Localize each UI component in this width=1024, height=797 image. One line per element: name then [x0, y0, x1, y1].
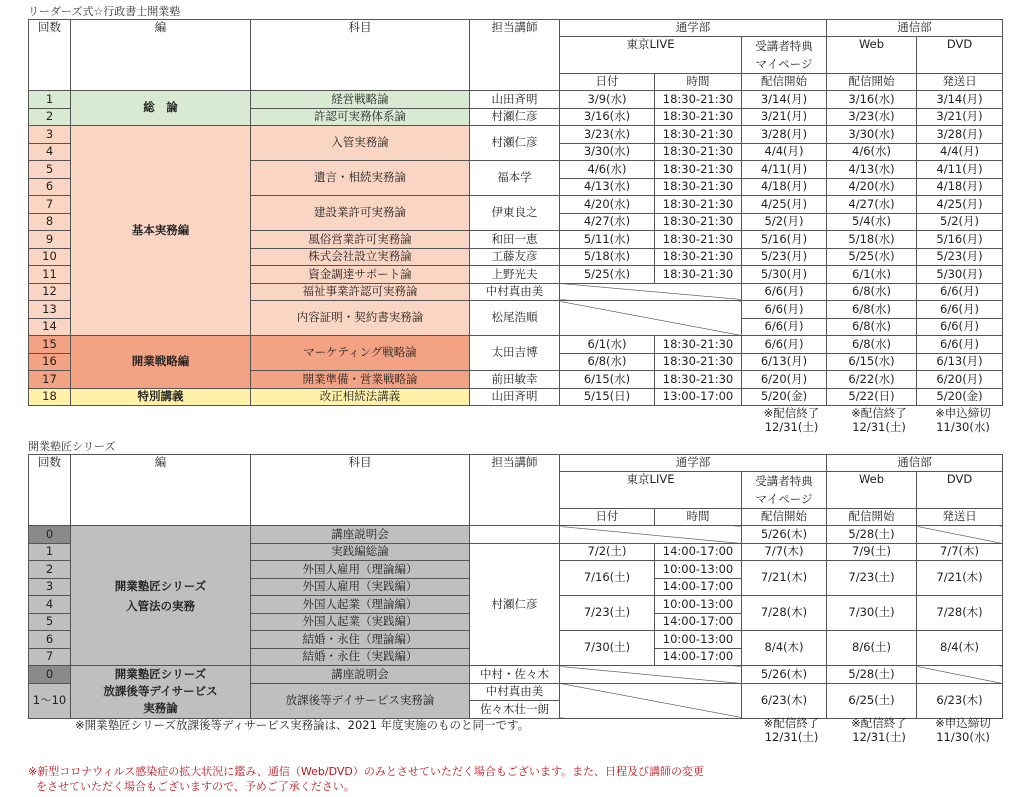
instructor-empty	[470, 526, 560, 544]
dvd-date: 4/25(月)	[917, 196, 1003, 214]
header-haishin: 配信開始	[742, 509, 827, 526]
web-date: 6/25(土)	[827, 683, 917, 718]
instructor: 佐々木壮一朗	[470, 701, 560, 719]
mypage-date: 6/6(月)	[742, 283, 827, 301]
mypage-date: 8/4(木)	[742, 631, 827, 666]
note-date: 12/31(土)	[852, 420, 906, 434]
note-text: ※申込締切	[935, 406, 991, 420]
web-date: 6/8(水)	[827, 283, 917, 301]
group-soron: 総 論	[71, 91, 251, 126]
web-date: 4/27(水)	[827, 196, 917, 214]
subject: 建設業許可実務論	[251, 196, 470, 231]
notice-line: ※新型コロナウィルス感染症の拡大状況に鑑み、通信（Web/DVD）のみとさせていただく場合もございます。また、日程及び講師の変更	[28, 765, 704, 778]
date: 7/23(土)	[560, 596, 655, 631]
row-no: 14	[29, 318, 71, 336]
note-text: ※申込締切	[935, 716, 991, 730]
web-date: 5/28(土)	[827, 526, 917, 544]
row-no: 0	[29, 666, 71, 684]
row-no: 5	[29, 613, 71, 631]
time: 18:30-21:30	[655, 353, 742, 371]
header-tokuten: 受講者特典	[755, 39, 813, 53]
mypage-date: 3/28(月)	[742, 126, 827, 144]
instructor: 中村・佐々木	[470, 666, 560, 684]
dvd-date: 5/2(月)	[917, 213, 1003, 231]
header-tsugaku: 通学部	[560, 455, 827, 472]
header-web: Web	[827, 472, 917, 509]
date: 5/18(水)	[560, 248, 655, 266]
instructor: 太田吉博	[470, 336, 560, 371]
dvd-date: 8/4(木)	[917, 631, 1003, 666]
no-live-cell	[560, 283, 742, 301]
web-date: 7/9(土)	[827, 543, 917, 561]
web-date: 5/22(日)	[827, 388, 917, 406]
mypage-date: 6/6(月)	[742, 336, 827, 354]
row-no: 10	[29, 248, 71, 266]
web-date: 5/25(水)	[827, 248, 917, 266]
row-no: 1～10	[29, 683, 71, 718]
subject: 結婚・永住（実践編）	[251, 648, 470, 666]
group-line: 放課後等デイサービス	[103, 684, 218, 699]
web-end-note	[834, 406, 924, 434]
mypage-date: 7/21(木)	[742, 561, 827, 596]
row-no: 16	[29, 353, 71, 371]
dvd-date: 7/21(木)	[917, 561, 1003, 596]
mypage-end-note	[749, 406, 834, 434]
time: 18:30-21:30	[655, 213, 742, 231]
note-text: ※配信終了	[763, 716, 820, 730]
web-date: 3/16(水)	[827, 91, 917, 109]
header-jikan: 時間	[655, 509, 742, 526]
dvd-date: 4/18(月)	[917, 178, 1003, 196]
time: 10:00-13:00	[655, 561, 742, 579]
web-date: 6/15(水)	[827, 353, 917, 371]
section2-title: 開業塾匠シリーズ	[28, 440, 116, 453]
no-live-cell	[560, 526, 742, 544]
web-date: 6/8(水)	[827, 318, 917, 336]
note-date: 12/31(土)	[852, 730, 906, 744]
web-date: 7/30(土)	[827, 596, 917, 631]
group-kaigyo: 開業戦略編	[71, 336, 251, 389]
instructor: 村瀬仁彦	[470, 543, 560, 666]
row-no: 2	[29, 561, 71, 579]
date: 5/11(水)	[560, 231, 655, 249]
time: 18:30-21:30	[655, 143, 742, 161]
row-no: 2	[29, 108, 71, 126]
instructor: 上野光夫	[470, 266, 560, 284]
subject: 外国人起業（実践編）	[251, 613, 470, 631]
row-no: 6	[29, 631, 71, 649]
header-tsushin: 通信部	[827, 20, 1003, 37]
time: 14:00-17:00	[655, 648, 742, 666]
instructor: 前田敏幸	[470, 371, 560, 389]
header-kai: 回数	[29, 20, 71, 91]
header-hen: 編	[71, 455, 251, 526]
date: 4/6(水)	[560, 161, 655, 179]
web-date: 6/22(水)	[827, 371, 917, 389]
time: 10:00-13:00	[655, 631, 742, 649]
date: 3/16(水)	[560, 108, 655, 126]
instructor: 伊東良之	[470, 196, 560, 231]
web-date: 8/6(土)	[827, 631, 917, 666]
date: 5/15(日)	[560, 388, 655, 406]
mypage-date: 5/26(木)	[742, 666, 827, 684]
web-date: 6/8(水)	[827, 301, 917, 319]
header-tokyo-live: 東京LIVE	[560, 472, 742, 509]
time: 18:30-21:30	[655, 108, 742, 126]
mypage-date: 5/26(木)	[742, 526, 827, 544]
date: 3/23(水)	[560, 126, 655, 144]
row-no: 6	[29, 178, 71, 196]
row-no: 0	[29, 526, 71, 544]
mypage-date: 5/30(月)	[742, 266, 827, 284]
row-no: 8	[29, 213, 71, 231]
date: 4/13(水)	[560, 178, 655, 196]
mypage-date: 5/23(月)	[742, 248, 827, 266]
mypage-date: 3/14(月)	[742, 91, 827, 109]
row-no: 7	[29, 648, 71, 666]
mypage-date: 5/16(月)	[742, 231, 827, 249]
date: 6/8(水)	[560, 353, 655, 371]
time: 18:30-21:30	[655, 266, 742, 284]
instructor: 和田一恵	[470, 231, 560, 249]
web-date: 4/6(水)	[827, 143, 917, 161]
instructor: 松尾浩順	[470, 301, 560, 336]
header-kamoku: 科目	[251, 455, 470, 526]
row-no: 15	[29, 336, 71, 354]
note-date: 12/31(土)	[764, 730, 819, 744]
time: 18:30-21:30	[655, 336, 742, 354]
web-date: 5/4(水)	[827, 213, 917, 231]
date: 4/20(水)	[560, 196, 655, 214]
time: 14:00-17:00	[655, 578, 742, 596]
mypage-date: 3/21(月)	[742, 108, 827, 126]
subject: 外国人起業（理論編）	[251, 596, 470, 614]
date: 6/15(水)	[560, 371, 655, 389]
header-mypage: マイページ	[755, 492, 813, 506]
row-no: 4	[29, 596, 71, 614]
mypage-date: 4/25(月)	[742, 196, 827, 214]
instructor: 山田斉明	[470, 91, 560, 109]
row-no: 13	[29, 301, 71, 319]
web-date: 5/28(土)	[827, 666, 917, 684]
note-date: 11/30(水)	[936, 730, 990, 744]
group-tokubetsu: 特別講義	[71, 388, 251, 406]
subject: 内容証明・契約書実務論	[251, 301, 470, 336]
dvd-date: 6/20(月)	[917, 371, 1003, 389]
subject: 遺言・相続実務論	[251, 161, 470, 196]
schedule-table-2	[28, 454, 1003, 719]
time: 18:30-21:30	[655, 126, 742, 144]
row-no: 11	[29, 266, 71, 284]
subject: 風俗営業許可実務論	[251, 231, 470, 249]
schedule-table-1	[28, 19, 1003, 406]
header-haishin-web: 配信開始	[827, 74, 917, 91]
date: 6/1(水)	[560, 336, 655, 354]
mypage-date: 7/7(木)	[742, 543, 827, 561]
mypage-date: 6/6(月)	[742, 318, 827, 336]
mypage-date: 5/2(月)	[742, 213, 827, 231]
subject: 資金調達サポート論	[251, 266, 470, 284]
time: 10:00-13:00	[655, 596, 742, 614]
subject: 実践編総論	[251, 543, 470, 561]
no-live-cell	[560, 666, 742, 684]
mypage-date: 6/23(木)	[742, 683, 827, 718]
dvd-date: 4/11(月)	[917, 161, 1003, 179]
mypage-date: 7/28(木)	[742, 596, 827, 631]
dvd-date: 5/30(月)	[917, 266, 1003, 284]
web-date: 4/13(水)	[827, 161, 917, 179]
instructor: 村瀬仁彦	[470, 126, 560, 161]
group-line: 入管法の実務	[126, 598, 195, 613]
dvd-date: 3/21(月)	[917, 108, 1003, 126]
time: 18:30-21:30	[655, 91, 742, 109]
dvd-date: 6/23(木)	[917, 683, 1003, 718]
header-haishin: 配信開始	[742, 74, 827, 91]
header-kai: 回数	[29, 455, 71, 526]
dvd-deadline-note	[920, 406, 1006, 434]
group-nyukan	[71, 526, 251, 666]
header-koushi: 担当講師	[470, 455, 560, 526]
instructor: 中村真由美	[470, 283, 560, 301]
header-tsushin: 通信部	[827, 455, 1003, 472]
dvd-deadline-note	[920, 716, 1006, 744]
date: 3/30(水)	[560, 143, 655, 161]
time: 18:30-21:30	[655, 231, 742, 249]
subject: 経営戦略論	[251, 91, 470, 109]
dvd-date: 5/23(月)	[917, 248, 1003, 266]
mypage-date: 4/18(月)	[742, 178, 827, 196]
group-line: 開業塾匠シリーズ	[114, 667, 207, 682]
note-text: ※配信終了	[763, 406, 820, 420]
dvd-date: 6/6(月)	[917, 301, 1003, 319]
web-date: 7/23(土)	[827, 561, 917, 596]
subject: 許認可実務体系論	[251, 108, 470, 126]
header-tokuten: 受講者特典	[755, 474, 813, 488]
dvd-date: 6/6(月)	[917, 318, 1003, 336]
dvd-date: 6/6(月)	[917, 283, 1003, 301]
subject: 放課後等デイサービス実務論	[251, 683, 470, 718]
subject: 開業準備・営業戦略論	[251, 371, 470, 389]
dvd-date: 3/28(月)	[917, 126, 1003, 144]
row-no: 1	[29, 91, 71, 109]
time: 14:00-17:00	[655, 543, 742, 561]
note-text: ※配信終了	[851, 716, 907, 730]
subject: 講座説明会	[251, 526, 470, 544]
note-date: 12/31(土)	[764, 420, 819, 434]
subject: 福祉事業許認可実務論	[251, 283, 470, 301]
date: 4/27(水)	[560, 213, 655, 231]
header-dvd: DVD	[917, 37, 1003, 74]
time: 14:00-17:00	[655, 613, 742, 631]
web-date: 6/1(水)	[827, 266, 917, 284]
no-dvd-cell	[917, 526, 1003, 544]
header-hassou: 発送日	[917, 509, 1003, 526]
no-live-cell	[560, 301, 742, 336]
dvd-date: 5/16(月)	[917, 231, 1003, 249]
mypage-date: 6/6(月)	[742, 301, 827, 319]
row-no: 4	[29, 143, 71, 161]
instructor: 工藤友彦	[470, 248, 560, 266]
header-hen: 編	[71, 20, 251, 91]
header-hassou: 発送日	[917, 74, 1003, 91]
row-no: 3	[29, 126, 71, 144]
header-tokyo-live: 東京LIVE	[560, 37, 742, 74]
header-web: Web	[827, 37, 917, 74]
dvd-date: 7/28(木)	[917, 596, 1003, 631]
time: 18:30-21:30	[655, 371, 742, 389]
time: 18:30-21:30	[655, 248, 742, 266]
dvd-date: 6/13(月)	[917, 353, 1003, 371]
row-no: 12	[29, 283, 71, 301]
group-line: 実務論	[143, 701, 178, 716]
date: 3/9(水)	[560, 91, 655, 109]
web-date: 4/20(水)	[827, 178, 917, 196]
houkago-footnote: ※開業塾匠シリーズ放課後等ディサービス実務論は、2021 年度実施のものと同一です。	[75, 718, 530, 732]
row-no: 7	[29, 196, 71, 214]
mypage-date: 4/11(月)	[742, 161, 827, 179]
mypage-end-note	[749, 716, 834, 744]
row-no: 1	[29, 543, 71, 561]
dvd-date: 3/14(月)	[917, 91, 1003, 109]
web-date: 3/23(水)	[827, 108, 917, 126]
subject: 改正相続法講義	[251, 388, 470, 406]
header-dvd: DVD	[917, 472, 1003, 509]
header-mypage: マイページ	[755, 57, 813, 71]
no-live-cell	[560, 683, 742, 718]
subject: マーケティング戦略論	[251, 336, 470, 371]
mypage-date: 5/20(金)	[742, 388, 827, 406]
web-date: 5/18(水)	[827, 231, 917, 249]
note-date: 11/30(水)	[936, 420, 990, 434]
row-no: 9	[29, 231, 71, 249]
header-haishin-web: 配信開始	[827, 509, 917, 526]
instructor: 山田斉明	[470, 388, 560, 406]
row-no: 18	[29, 388, 71, 406]
subject: 外国人雇用（理論編）	[251, 561, 470, 579]
group-line: 開業塾匠シリーズ	[114, 578, 207, 593]
row-no: 5	[29, 161, 71, 179]
date: 5/25(水)	[560, 266, 655, 284]
dvd-date: 6/6(月)	[917, 336, 1003, 354]
mypage-date: 4/4(月)	[742, 143, 827, 161]
subject: 株式会社設立実務論	[251, 248, 470, 266]
time: 13:00-17:00	[655, 388, 742, 406]
date: 7/30(土)	[560, 631, 655, 666]
no-dvd-cell	[917, 666, 1003, 684]
instructor: 福本学	[470, 161, 560, 196]
note-text: ※配信終了	[851, 406, 907, 420]
header-koushi: 担当講師	[470, 20, 560, 91]
time: 18:30-21:30	[655, 178, 742, 196]
instructor: 中村真由美	[470, 683, 560, 701]
group-kihon: 基本実務編	[71, 126, 251, 336]
web-date: 3/30(水)	[827, 126, 917, 144]
web-date: 6/8(水)	[827, 336, 917, 354]
header-tsugaku: 通学部	[560, 20, 827, 37]
mypage-date: 6/20(月)	[742, 371, 827, 389]
header-hizuke: 日付	[560, 74, 655, 91]
row-no: 17	[29, 371, 71, 389]
dvd-date: 7/7(木)	[917, 543, 1003, 561]
subject: 外国人雇用（実践編）	[251, 578, 470, 596]
mypage-date: 6/13(月)	[742, 353, 827, 371]
instructor: 村瀬仁彦	[470, 108, 560, 126]
time: 18:30-21:30	[655, 196, 742, 214]
header-hizuke: 日付	[560, 509, 655, 526]
web-end-note	[834, 716, 924, 744]
subject: 講座説明会	[251, 666, 470, 684]
dvd-date: 4/4(月)	[917, 143, 1003, 161]
dvd-date: 5/20(金)	[917, 388, 1003, 406]
row-no: 3	[29, 578, 71, 596]
header-jikan: 時間	[655, 74, 742, 91]
header-kamoku: 科目	[251, 20, 470, 91]
notice-line: をさせていただく場合もございますので、予めご了承ください。	[36, 780, 355, 793]
time: 18:30-21:30	[655, 161, 742, 179]
date: 7/2(土)	[560, 543, 655, 561]
subject: 入管実務論	[251, 126, 470, 161]
section1-title: リーダーズ式☆行政書士開業塾	[28, 5, 181, 18]
group-houkago	[71, 666, 251, 719]
subject: 結婚・永住（理論編）	[251, 631, 470, 649]
covid-notice	[28, 764, 704, 794]
date: 7/16(土)	[560, 561, 655, 596]
